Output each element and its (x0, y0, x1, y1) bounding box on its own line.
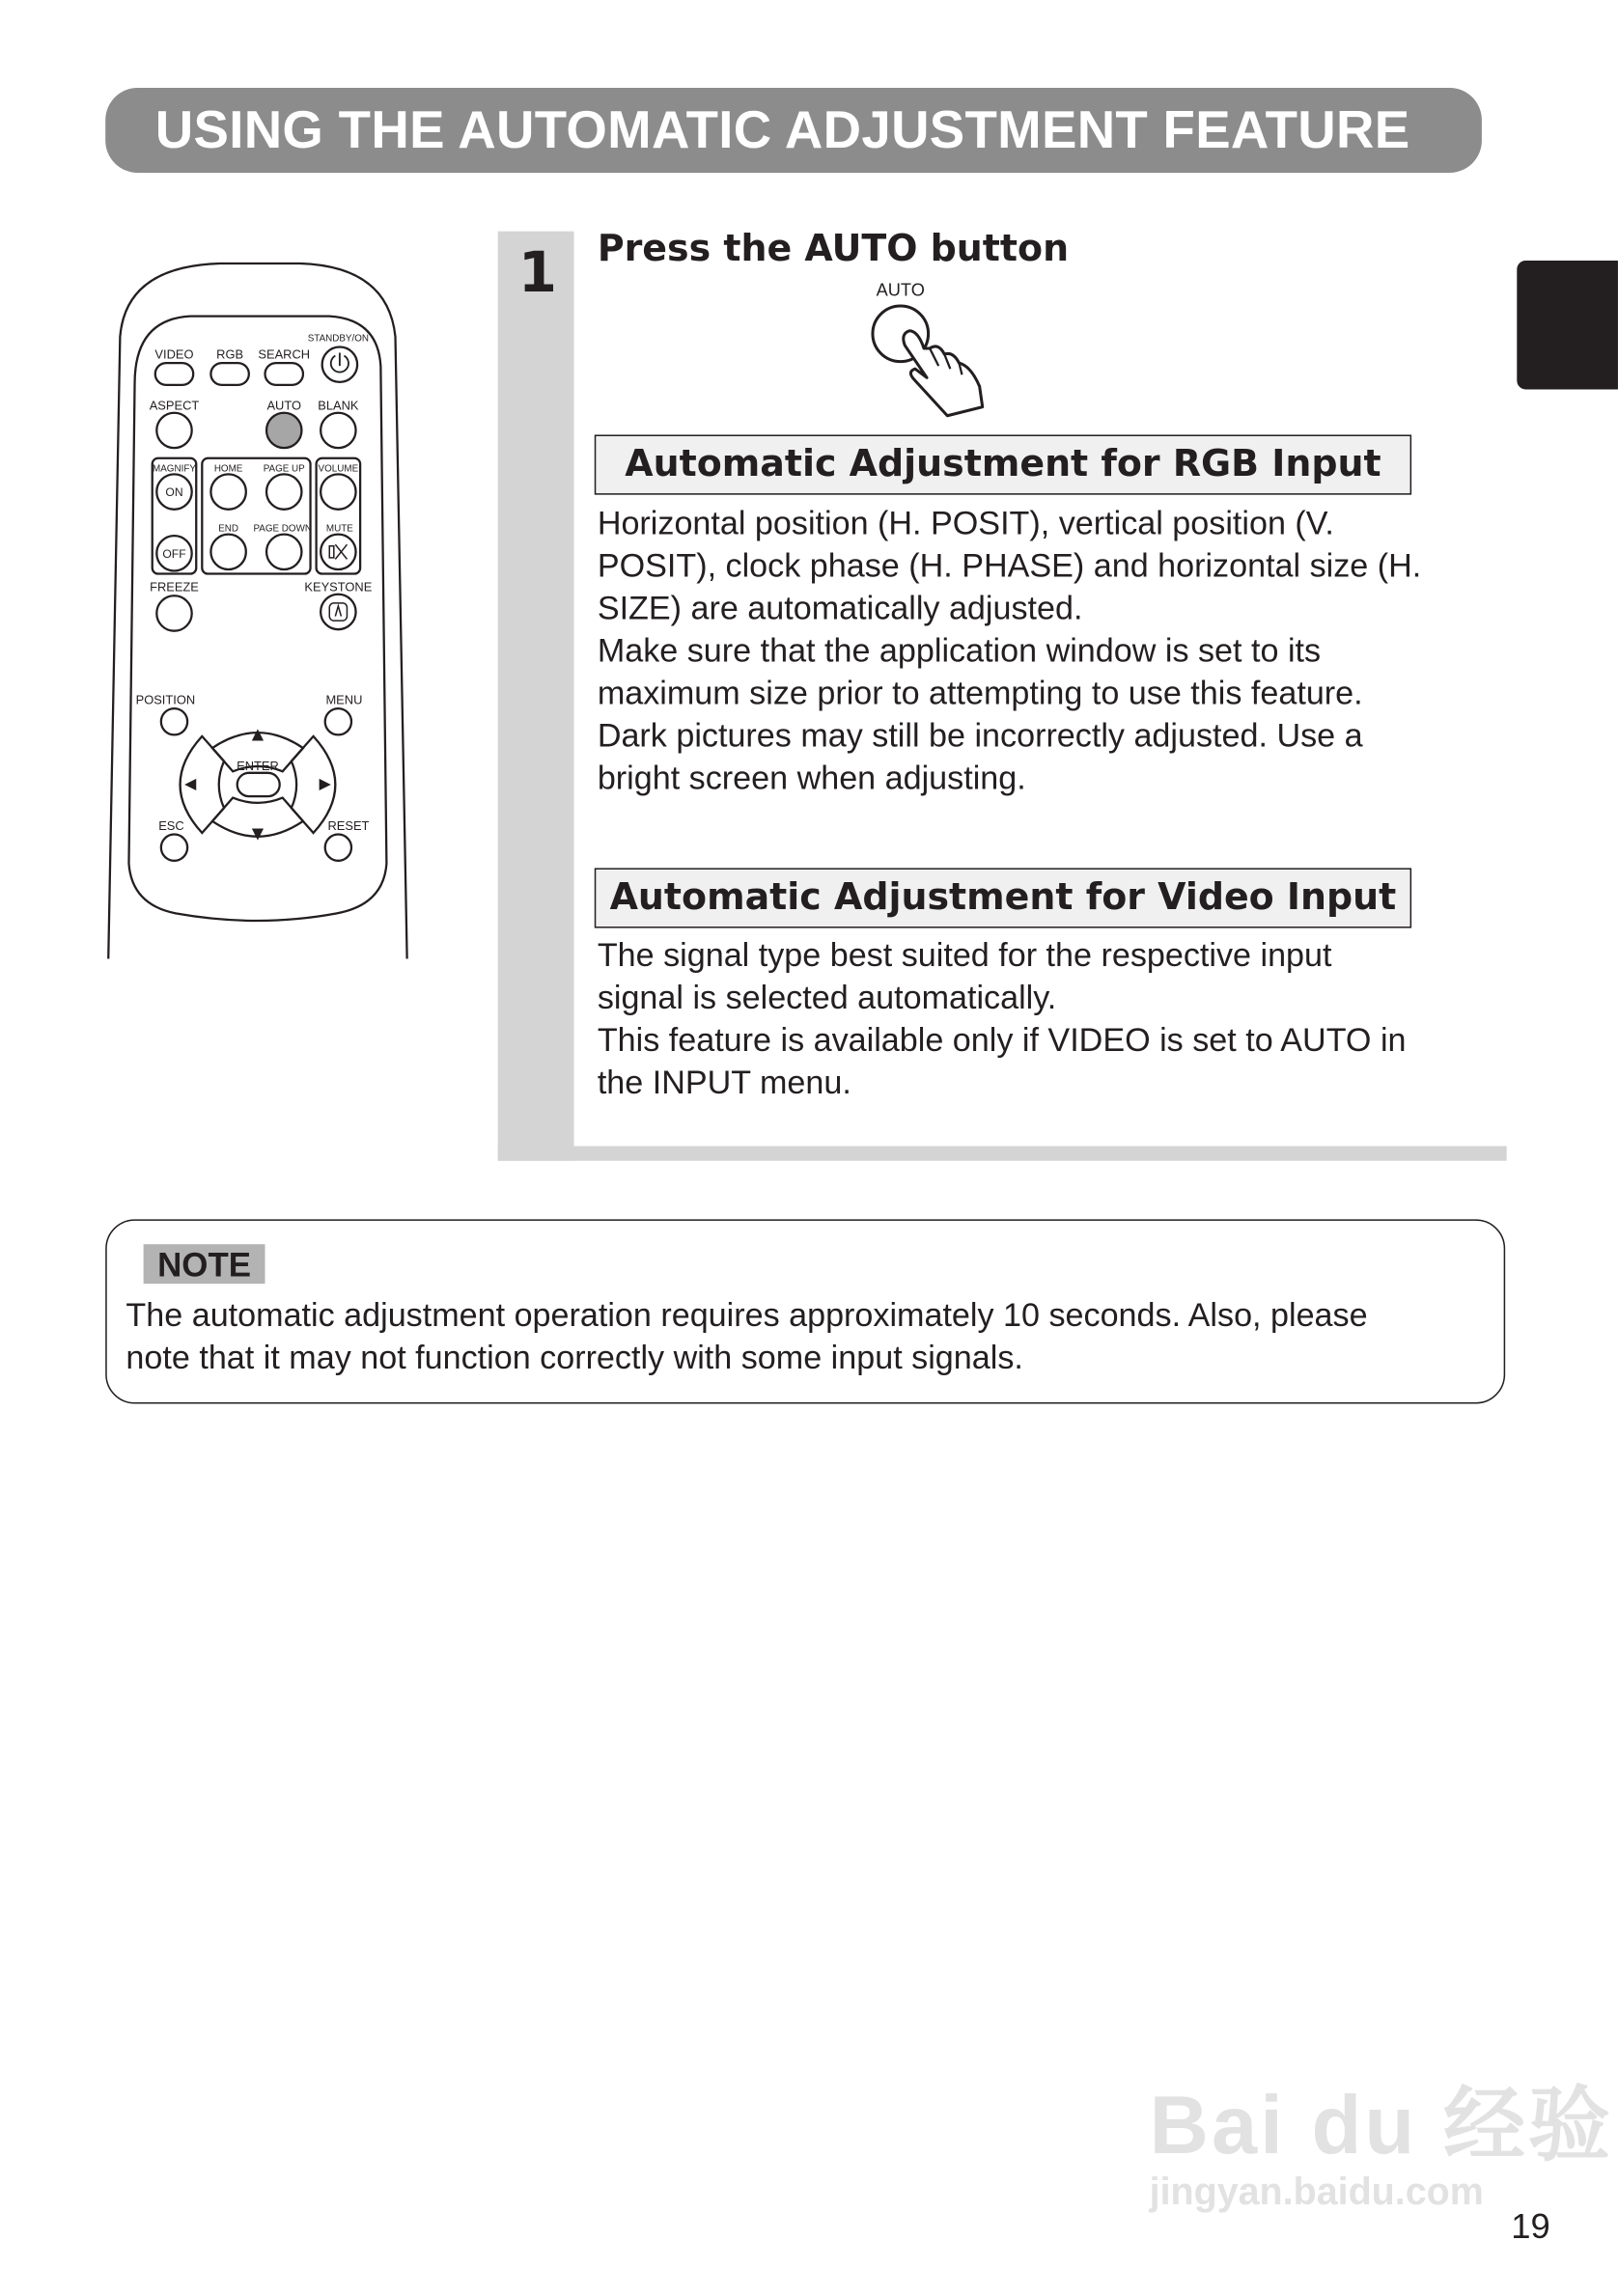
label-freeze: FREEZE (150, 579, 199, 595)
watermark-brand: Bai du 经验 (1149, 2078, 1613, 2172)
search-button (265, 363, 303, 385)
text-line: maximum size prior to attempting to use this feature. (597, 675, 1363, 712)
text-line: POSIT), clock phase (H. PHASE) and horizontal size (H. (597, 547, 1422, 585)
label-position: POSITION (135, 692, 196, 707)
text-line: signal is selected automatically. (597, 979, 1057, 1016)
label-on: ON (165, 485, 183, 500)
label-auto: AUTO (266, 398, 302, 413)
label-aspect: ASPECT (149, 398, 200, 413)
watermark (1150, 2061, 1613, 2215)
video-paragraph (598, 934, 1476, 1104)
rgb-heading-box (595, 434, 1411, 494)
label-esc: ESC (158, 817, 184, 833)
label-keystone: KEYSTONE (304, 579, 373, 595)
label-enter: ENTER (237, 758, 279, 773)
section-title: USING THE AUTOMATIC ADJUSTMENT FEATURE (154, 99, 1410, 160)
aspect-button (156, 413, 191, 448)
text-line: The signal type best suited for the respective input (597, 936, 1332, 974)
label-rgb: RGB (216, 346, 244, 362)
note-label: NOTE (144, 1244, 265, 1284)
text-line: Make sure that the application window is set to its (597, 632, 1322, 670)
note-text (126, 1294, 1367, 1379)
step-number: 1 (517, 239, 558, 305)
label-home: HOME (213, 463, 243, 475)
video-heading-box (595, 868, 1411, 927)
video-heading: Automatic Adjustment for Video Input (609, 874, 1397, 918)
auto-button-highlight (266, 413, 301, 448)
auto-icon-label: AUTO (876, 280, 925, 300)
page-number: 19 (1511, 2207, 1550, 2248)
rgb-paragraph (598, 502, 1476, 799)
step-bottom-rule (498, 1147, 1507, 1161)
label-search: SEARCH (258, 346, 311, 362)
text-line: This feature is available only if VIDEO is set to AUTO in (597, 1021, 1407, 1059)
text-line: note that it may not function correctly with some input signals. (126, 1339, 1023, 1376)
text-line: Horizontal position (H. POSIT), vertical position (V. (597, 505, 1334, 542)
watermark-url: jingyan.baidu.com (1149, 2169, 1484, 2214)
step-title: Press the AUTO button (597, 227, 1070, 270)
rgb-button (210, 363, 248, 385)
label-volume: VOLUME (318, 463, 359, 475)
remote-control-illustration (0, 0, 498, 1025)
text-line: bright screen when adjusting. (597, 760, 1026, 797)
auto-button-press-icon (856, 275, 995, 422)
text-line: Dark pictures may still be incorrectly adjusted. Use a (597, 717, 1363, 755)
label-magnify: MAGNIFY (153, 463, 196, 475)
label-standby: STANDBY/ON (307, 333, 369, 345)
label-blank: BLANK (318, 398, 359, 413)
label-menu: MENU (325, 692, 363, 707)
chapter-tab (1517, 261, 1618, 389)
blank-button (321, 413, 355, 448)
label-video: VIDEO (154, 346, 194, 362)
rgb-heading: Automatic Adjustment for RGB Input (625, 442, 1381, 485)
label-page-down: PAGE DOWN (253, 523, 312, 535)
label-end: END (218, 523, 239, 535)
text-line: The automatic adjustment operation requires approximately 10 seconds. Also, please (126, 1296, 1368, 1334)
label-reset: RESET (327, 817, 370, 833)
step-sidebar (498, 232, 574, 1161)
label-page-up: PAGE UP (263, 463, 305, 475)
label-off: OFF (162, 546, 186, 561)
text-line: SIZE) are automatically adjusted. (597, 590, 1083, 627)
text-line: the INPUT menu. (597, 1064, 851, 1101)
label-mute: MUTE (325, 523, 353, 535)
video-button (155, 363, 193, 385)
